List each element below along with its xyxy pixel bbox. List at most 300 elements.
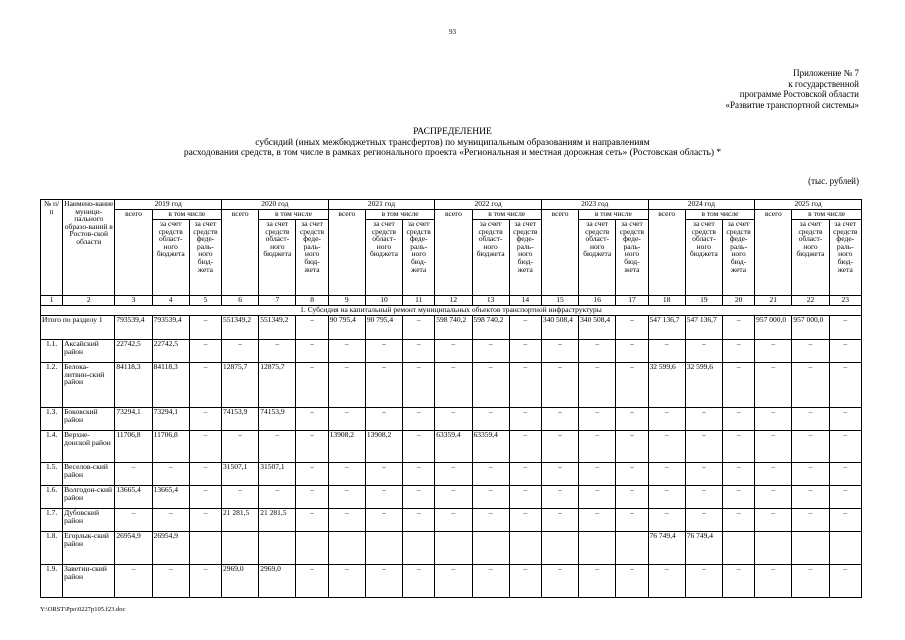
distribution-table (40, 199, 862, 598)
table-cell: – (648, 509, 685, 532)
table-cell: – (115, 565, 152, 598)
table-cell: – (435, 463, 472, 486)
table-cell: – (579, 565, 616, 598)
table-cell: – (755, 408, 792, 431)
table-cell: – (541, 486, 578, 509)
table-cell (403, 532, 435, 565)
table-cell (435, 532, 472, 565)
header-year: 2019 год (115, 200, 222, 210)
table-cell: – (365, 509, 402, 532)
table-cell: – (685, 340, 722, 363)
table-cell: – (328, 363, 365, 408)
table-cell: 84118,3 (152, 363, 189, 408)
header-federal-budget: за счет средств феде-раль-ного бюд-жета (403, 220, 435, 296)
table-cell (189, 532, 221, 565)
table-cell: – (296, 316, 328, 340)
header-federal-budget: за счет средств феде-раль-ного бюд-жета (829, 220, 861, 296)
column-index: 19 (685, 296, 722, 306)
column-index: 13 (472, 296, 509, 306)
table-cell: – (365, 463, 402, 486)
table-cell: – (792, 363, 829, 408)
table-row (41, 363, 862, 408)
header-total: всего (541, 210, 578, 296)
table-cell: – (648, 431, 685, 463)
table-cell: – (115, 463, 152, 486)
table-cell: – (152, 463, 189, 486)
table-cell: – (722, 565, 754, 598)
table-row (41, 316, 862, 340)
table-cell: 793539,4 (115, 316, 152, 340)
column-index: 4 (152, 296, 189, 306)
table-cell: – (792, 431, 829, 463)
header-including: в том числе (259, 210, 328, 220)
table-cell: – (328, 408, 365, 431)
table-cell: – (509, 408, 541, 431)
table-cell: 22742,5 (115, 340, 152, 363)
table-cell: – (189, 340, 221, 363)
table-cell: – (755, 340, 792, 363)
table-cell: 26954,9 (115, 532, 152, 565)
table-cell: 957 000,0 (755, 316, 792, 340)
column-index: 10 (365, 296, 402, 306)
row-municipality: Дубовский район (63, 509, 115, 532)
table-cell: – (722, 363, 754, 408)
table-cell: 11706,8 (115, 431, 152, 463)
table-cell (259, 532, 296, 565)
header-year: 2022 год (435, 200, 542, 210)
table-cell: – (296, 431, 328, 463)
table-cell: 13908,2 (365, 431, 402, 463)
column-index: 11 (403, 296, 435, 306)
table-cell: – (403, 431, 435, 463)
table-cell: – (403, 463, 435, 486)
header-including: в том числе (472, 210, 541, 220)
table-cell: – (435, 363, 472, 408)
table-cell: – (296, 509, 328, 532)
table-cell: 957 000,0 (792, 316, 829, 340)
table-cell (365, 532, 402, 565)
table-cell: – (616, 340, 648, 363)
table-cell: – (403, 408, 435, 431)
table-cell: – (722, 408, 754, 431)
table-row (41, 486, 862, 509)
header-regional-budget: за счет средств област-ного бюджета (365, 220, 402, 296)
table-cell: – (829, 363, 861, 408)
table-cell (755, 532, 792, 565)
column-index: 7 (259, 296, 296, 306)
appendix-header (559, 68, 859, 110)
table-cell: – (722, 340, 754, 363)
table-cell: 76 749,4 (685, 532, 722, 565)
header-federal-budget: за счет средств феде-раль-ного бюд-жета (616, 220, 648, 296)
header-total: всего (755, 210, 792, 296)
table-cell (328, 532, 365, 565)
units-label: (тыс. рублей) (808, 176, 859, 186)
table-row (41, 463, 862, 486)
table-cell: 74153,9 (259, 408, 296, 431)
header-total: всего (222, 210, 259, 296)
table-cell: 2969,0 (259, 565, 296, 598)
header-num: № п/п (41, 200, 63, 296)
table-cell: 73294,1 (152, 408, 189, 431)
row-municipality: Волгодон-ский район (63, 486, 115, 509)
table-cell: 598 740,2 (472, 316, 509, 340)
table-cell: – (685, 408, 722, 431)
header-including: в том числе (152, 210, 221, 220)
appendix-line-3: программе Ростовской области (739, 89, 859, 99)
table-cell: – (792, 340, 829, 363)
table-cell: – (328, 509, 365, 532)
table-cell: 31507,1 (259, 463, 296, 486)
header-year: 2024 год (648, 200, 755, 210)
row-municipality: Белока-литвин-ский район (63, 363, 115, 408)
table-cell: 90 795,4 (365, 316, 402, 340)
table-cell: – (435, 408, 472, 431)
table-cell: 11706,8 (152, 431, 189, 463)
table-cell: – (648, 340, 685, 363)
table-cell: – (792, 486, 829, 509)
table-cell: – (472, 463, 509, 486)
table-cell: – (792, 408, 829, 431)
table-cell: – (616, 363, 648, 408)
table-cell: – (755, 509, 792, 532)
table-cell: – (541, 565, 578, 598)
table-cell: – (792, 509, 829, 532)
table-cell: 32 599,6 (685, 363, 722, 408)
table-cell: – (328, 340, 365, 363)
table-cell: – (579, 509, 616, 532)
row-number: 1.1. (41, 340, 63, 363)
table-cell: – (509, 316, 541, 340)
row-municipality: Егорлык-ский район (63, 532, 115, 565)
header-regional-budget: за счет средств област-ного бюджета (685, 220, 722, 296)
table-cell: – (472, 340, 509, 363)
table-cell: – (509, 363, 541, 408)
header-regional-budget: за счет средств област-ного бюджета (579, 220, 616, 296)
table-cell (722, 532, 754, 565)
table-cell: – (189, 463, 221, 486)
appendix-line-2: к государственной (788, 78, 859, 89)
table-cell: – (616, 316, 648, 340)
row-total-label: Итого по разделу 1 (41, 316, 115, 340)
table-cell: 551349,2 (259, 316, 296, 340)
table-cell: – (472, 363, 509, 408)
table-cell: – (616, 509, 648, 532)
table-cell (616, 532, 648, 565)
column-index: 22 (792, 296, 829, 306)
table-cell: – (472, 408, 509, 431)
table-cell: – (616, 565, 648, 598)
table-cell: – (829, 486, 861, 509)
table-cell: – (829, 316, 861, 340)
title-line-2: субсидий (иных межбюджетных трансфертов) по муниципальным образованиям и направлениям (255, 137, 650, 148)
table-cell: – (328, 565, 365, 598)
table-cell (792, 532, 829, 565)
table-cell: 21 281,5 (259, 509, 296, 532)
table-cell: – (509, 340, 541, 363)
row-number: 1.5. (41, 463, 63, 486)
table-cell: – (579, 340, 616, 363)
table-cell: – (541, 431, 578, 463)
table-cell: – (296, 565, 328, 598)
table-cell: – (152, 509, 189, 532)
table-row (41, 565, 862, 598)
table-cell: – (792, 565, 829, 598)
table-cell: 32 599,6 (648, 363, 685, 408)
table-cell: 340 508,4 (579, 316, 616, 340)
column-index: 8 (296, 296, 328, 306)
table-cell: – (722, 509, 754, 532)
column-index: 6 (222, 296, 259, 306)
row-municipality: Боковский район (63, 408, 115, 431)
title-line-1: РАСПРЕДЕЛЕНИЕ (413, 127, 492, 137)
table-cell: – (189, 363, 221, 408)
table-cell: – (685, 509, 722, 532)
header-federal-budget: за счет средств феде-раль-ного бюд-жета (509, 220, 541, 296)
table-cell: – (722, 316, 754, 340)
table-cell: – (189, 431, 221, 463)
header-regional-budget: за счет средств област-ного бюджета (472, 220, 509, 296)
header-regional-budget: за счет средств област-ного бюджета (792, 220, 829, 296)
header-regional-budget: за счет средств област-ного бюджета (259, 220, 296, 296)
table-cell: – (648, 486, 685, 509)
table-cell: 26954,9 (152, 532, 189, 565)
table-cell: – (829, 463, 861, 486)
table-cell: – (509, 431, 541, 463)
table-cell: – (685, 486, 722, 509)
table-cell: – (259, 431, 296, 463)
table-cell: – (829, 340, 861, 363)
table-cell: – (472, 509, 509, 532)
header-year: 2021 год (328, 200, 435, 210)
table-row (41, 509, 862, 532)
table-cell: – (616, 408, 648, 431)
table-cell: – (541, 340, 578, 363)
table-cell: – (579, 363, 616, 408)
row-number: 1.6. (41, 486, 63, 509)
table-cell: – (403, 340, 435, 363)
table-cell: 340 508,4 (541, 316, 578, 340)
table-cell: 13908,2 (328, 431, 365, 463)
row-number: 1.7. (41, 509, 63, 532)
row-number: 1.3. (41, 408, 63, 431)
column-index: 2 (63, 296, 115, 306)
header-including: в том числе (365, 210, 434, 220)
title-line-3: расходования средств, в том числе в рамках регионального проекта «Региональная и местная дорожная сеть» (Ростовская область) * (183, 148, 722, 158)
column-index: 3 (115, 296, 152, 306)
table-cell: 84118,3 (115, 363, 152, 408)
table-cell: – (829, 509, 861, 532)
table-cell: – (435, 509, 472, 532)
table-cell: – (829, 408, 861, 431)
table-cell: – (509, 486, 541, 509)
table-cell: 31507,1 (222, 463, 259, 486)
table-cell: 76 749,4 (648, 532, 685, 565)
table-cell: 63359,4 (472, 431, 509, 463)
table-cell: – (259, 340, 296, 363)
table-cell: 22742,5 (152, 340, 189, 363)
table-cell: – (472, 486, 509, 509)
table-cell: – (755, 486, 792, 509)
table-cell: – (328, 486, 365, 509)
table-cell: – (328, 463, 365, 486)
table-cell: – (296, 408, 328, 431)
table-cell (472, 532, 509, 565)
table-cell: – (579, 463, 616, 486)
table-cell: 793539,4 (152, 316, 189, 340)
table-cell: – (365, 408, 402, 431)
table-cell: – (435, 486, 472, 509)
table-cell: – (579, 408, 616, 431)
table-cell: 90 795,4 (328, 316, 365, 340)
table-cell (579, 532, 616, 565)
table-cell: – (189, 316, 221, 340)
table-cell: – (579, 486, 616, 509)
table-cell: – (403, 565, 435, 598)
header-including: в том числе (685, 210, 754, 220)
document-title (0, 127, 905, 159)
table-cell: – (755, 565, 792, 598)
column-index: 21 (755, 296, 792, 306)
table-cell: 13665,4 (115, 486, 152, 509)
table-cell: – (829, 565, 861, 598)
table-cell: – (509, 463, 541, 486)
table-cell: – (472, 565, 509, 598)
table-cell: – (403, 509, 435, 532)
header-total: всего (435, 210, 472, 296)
table-cell: 21 281,5 (222, 509, 259, 532)
table-cell: – (755, 431, 792, 463)
table-cell: – (296, 363, 328, 408)
header-total: всего (328, 210, 365, 296)
header-including: в том числе (579, 210, 648, 220)
table-cell: – (403, 363, 435, 408)
table-cell: – (509, 565, 541, 598)
table-cell: – (616, 486, 648, 509)
table-cell: – (189, 486, 221, 509)
table-cell: – (722, 463, 754, 486)
header-year: 2023 год (541, 200, 648, 210)
table-cell: 2969,0 (222, 565, 259, 598)
table-cell: – (685, 463, 722, 486)
table-cell: – (365, 486, 402, 509)
row-municipality: Веселов-ский район (63, 463, 115, 486)
table-cell: – (685, 565, 722, 598)
column-index: 15 (541, 296, 578, 306)
row-municipality: Аксайский район (63, 340, 115, 363)
column-index: 20 (722, 296, 754, 306)
table-cell: – (152, 565, 189, 598)
table-cell (222, 532, 259, 565)
column-index: 1 (41, 296, 63, 306)
header-year: 2025 год (755, 200, 862, 210)
appendix-line-4: «Развитие транспортной системы» (725, 99, 859, 110)
table-cell: – (685, 431, 722, 463)
row-number: 1.4. (41, 431, 63, 463)
table-cell: 12875,7 (222, 363, 259, 408)
table-cell: – (579, 431, 616, 463)
header-name: Наимено-вание муници-пального образо-ваний в Ростов-ской области (63, 200, 115, 296)
table-cell (296, 532, 328, 565)
header-year: 2020 год (222, 200, 329, 210)
table-cell: – (792, 463, 829, 486)
table-cell: – (755, 463, 792, 486)
table-cell: 598 740,2 (435, 316, 472, 340)
table-cell: – (616, 431, 648, 463)
column-index: 17 (616, 296, 648, 306)
column-index: 16 (579, 296, 616, 306)
table-cell: 63359,4 (435, 431, 472, 463)
column-index: 12 (435, 296, 472, 306)
table-cell: – (435, 565, 472, 598)
row-municipality: Верхне-донской район (63, 431, 115, 463)
table-cell: – (616, 463, 648, 486)
column-index: 5 (189, 296, 221, 306)
table-cell: – (259, 486, 296, 509)
table-cell: – (403, 316, 435, 340)
header-including: в том числе (792, 210, 862, 220)
page-number: 93 (449, 28, 456, 36)
table-cell: – (222, 486, 259, 509)
table-cell: – (296, 486, 328, 509)
table-cell: 551349,2 (222, 316, 259, 340)
row-number: 1.8. (41, 532, 63, 565)
table-cell: – (648, 565, 685, 598)
row-municipality: Заветин-ский район (63, 565, 115, 598)
table-cell (541, 532, 578, 565)
table-cell: – (115, 509, 152, 532)
table-cell: – (365, 363, 402, 408)
table-cell: – (296, 340, 328, 363)
header-total: всего (115, 210, 152, 296)
table-row (41, 431, 862, 463)
header-federal-budget: за счет средств феде-раль-ного бюд-жета (296, 220, 328, 296)
column-index: 23 (829, 296, 861, 306)
table-cell: – (365, 565, 402, 598)
table-cell: 547 136,7 (648, 316, 685, 340)
row-number: 1.9. (41, 565, 63, 598)
table-cell: – (722, 486, 754, 509)
table-cell: – (509, 509, 541, 532)
table-cell: – (403, 486, 435, 509)
table-cell: – (755, 363, 792, 408)
column-index: 9 (328, 296, 365, 306)
row-number: 1.2. (41, 363, 63, 408)
table-cell: – (296, 463, 328, 486)
table-cell: – (829, 431, 861, 463)
table-cell (509, 532, 541, 565)
table-cell: 74153,9 (222, 408, 259, 431)
table-cell: – (648, 463, 685, 486)
footer-file-path: Y:\ORST\Ppo\0227p105.f23.doc (40, 606, 126, 613)
header-federal-budget: за счет средств феде-раль-ного бюд-жета (189, 220, 221, 296)
table-cell: 12875,7 (259, 363, 296, 408)
header-federal-budget: за счет средств феде-раль-ного бюд-жета (722, 220, 754, 296)
table-cell: – (189, 565, 221, 598)
table-cell: – (435, 340, 472, 363)
table-cell: – (541, 509, 578, 532)
table-cell: – (222, 340, 259, 363)
section-title: 1. Субсидия на капитальный ремонт муниципальных объектов транспортной инфраструктуры (41, 306, 862, 316)
table-row (41, 340, 862, 363)
header-total: всего (648, 210, 685, 296)
table-row (41, 408, 862, 431)
table-cell: 13665,4 (152, 486, 189, 509)
table-cell: – (365, 340, 402, 363)
appendix-line-1: Приложение № 7 (793, 68, 859, 78)
table-cell: – (541, 463, 578, 486)
column-index: 18 (648, 296, 685, 306)
